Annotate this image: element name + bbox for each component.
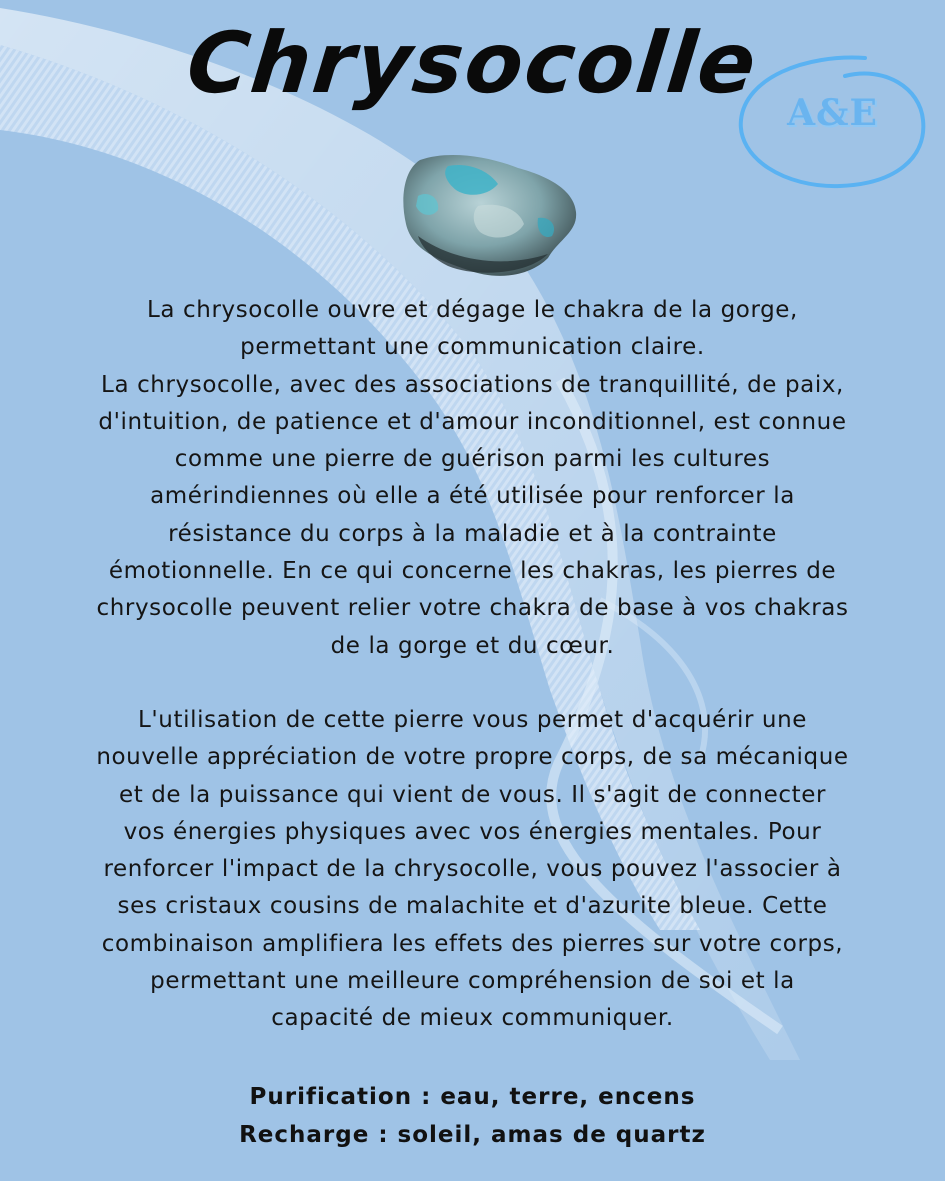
chrysocolle-stone-image	[398, 146, 580, 282]
paragraph-1	[10, 292, 935, 665]
page-title: Chrysocolle	[182, 14, 763, 112]
text-line: ses cristaux cousins de malachite et d'azurite bleue. Cette	[117, 893, 828, 920]
text-line: combinaison amplifiera les effets des pierres sur votre corps,	[101, 930, 844, 957]
text-line: d'intuition, de patience et d'amour inconditionnel, est connue	[98, 408, 847, 435]
text-line: et de la puissance qui vient de vous. Il s'agit de connecter	[118, 781, 827, 808]
paragraph-spacer	[10, 665, 935, 702]
text-line: vos énergies physiques avec vos énergies mentales. Pour	[123, 818, 822, 845]
text-line: La chrysocolle, avec des associations de tranquillité, de paix,	[101, 371, 844, 398]
text-line: de la gorge et du cœur.	[330, 632, 615, 659]
text-line: résistance du corps à la maladie et à la contrainte	[168, 520, 777, 547]
purification-line: Purification : eau, terre, encens	[249, 1084, 696, 1110]
text-line: permettant une meilleure compréhension de soi et la	[150, 968, 795, 995]
description	[10, 292, 935, 1038]
text-line: capacité de mieux communiquer.	[271, 1005, 674, 1032]
paragraph-2	[10, 702, 935, 1038]
text-line: comme une pierre de guérison parmi les cultures	[174, 446, 771, 473]
text-line: nouvelle appréciation de votre propre corps, de sa mécanique	[96, 744, 849, 771]
text-line: amérindiennes où elle a été utilisée pour renforcer la	[150, 483, 795, 510]
text-line: émotionnelle. En ce qui concerne les chakras, les pierres de	[108, 558, 837, 585]
text-line: chrysocolle peuvent relier votre chakra de base à vos chakras	[96, 595, 849, 622]
text-line: renforcer l'impact de la chrysocolle, vous pouvez l'associer à	[103, 856, 842, 883]
logo-text: A&E	[787, 92, 878, 134]
text-line: La chrysocolle ouvre et dégage le chakra de la gorge,	[147, 297, 798, 323]
brand-logo	[735, 48, 930, 193]
text-line: permettant une communication claire.	[240, 334, 705, 361]
recharge-line: Recharge : soleil, amas de quartz	[239, 1122, 706, 1148]
text-line: L'utilisation de cette pierre vous permet d'acquérir une	[137, 706, 808, 733]
care-info	[0, 1078, 945, 1154]
